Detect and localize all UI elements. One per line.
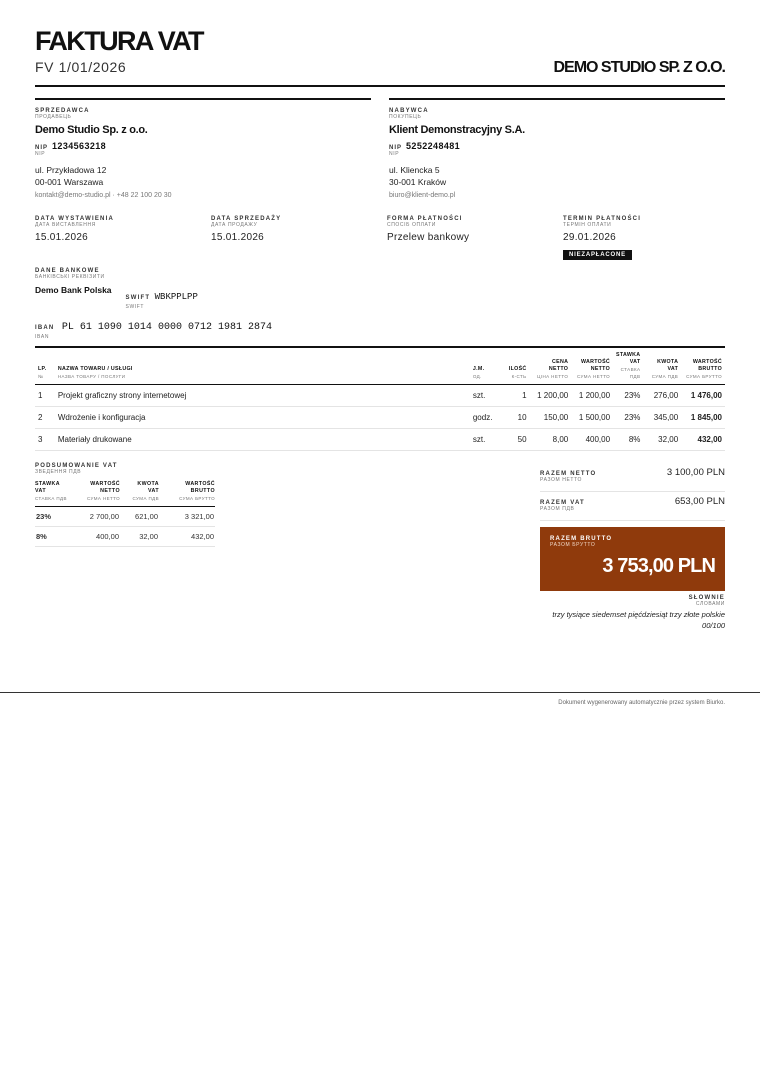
items-table-header — [35, 350, 725, 385]
seller-sublabel: ПРОДАВЕЦЬ — [35, 114, 72, 120]
total-net-value: 3 100,00 PLN — [666, 467, 725, 478]
vcell-rate: 8% — [35, 527, 75, 547]
seller-contact: kontakt@demo-studio.pl · +48 22 100 20 30 — [35, 192, 172, 199]
seller-divider — [35, 98, 371, 100]
vcell-gross: 432,00 — [159, 527, 215, 547]
due-date-label: TERMIN PŁATNOŚCI — [563, 216, 642, 222]
seller-nip: 1234563218 — [52, 141, 107, 151]
invoice-number: FV 1/01/2026 — [35, 59, 127, 75]
total-vat-label: RAZEM VAT — [540, 500, 585, 506]
vcell-gross: 3 321,00 — [159, 507, 215, 527]
seller-city: 00-001 Warszawa — [35, 177, 104, 187]
cell-net: 400,00 — [571, 429, 613, 451]
cell-unit: szt. — [470, 385, 500, 407]
table-row — [35, 429, 725, 451]
total-vat-sublabel: РАЗОМ ПДВ — [540, 506, 575, 512]
buyer-name: Klient Demonstracyjny S.A. — [389, 124, 525, 136]
vcol-net: WARTOŚĆ NETTO СУМА НЕТТО — [75, 481, 120, 507]
total-vat-value: 653,00 PLN — [674, 496, 725, 507]
iban-sublabel: IBAN — [35, 334, 50, 340]
words-label: SŁOWNIE — [688, 595, 725, 601]
swift-sublabel: SWIFT — [125, 304, 145, 310]
cell-vat: 345,00 — [643, 407, 681, 429]
col-rate: STAWKA VAT СТАВКА ПДВ — [613, 350, 643, 385]
buyer-nip: 5252248481 — [406, 141, 461, 151]
cell-rate: 8% — [613, 429, 643, 451]
col-gross: WARTOŚĆ BRUTTO СУМА БРУТТО — [681, 350, 725, 385]
vcell-net: 2 700,00 — [75, 507, 120, 527]
cell-gross: 432,00 — [681, 429, 725, 451]
table-row — [35, 385, 725, 407]
cell-lp: 1 — [35, 385, 55, 407]
totals-block — [540, 463, 725, 591]
due-date-block — [563, 216, 733, 261]
table-row — [35, 527, 215, 547]
footer-divider — [0, 692, 760, 693]
col-lp: LP. № — [35, 350, 55, 385]
vcol-rate: STAWKA VAT СТАВКА ПДВ — [35, 481, 75, 507]
words-sublabel: СЛОВАМИ — [695, 601, 725, 607]
payment-status-badge: NIEZAPŁACONE — [563, 250, 632, 260]
sale-date-label: DATA SPRZEDAŻY — [211, 216, 282, 222]
due-date-sublabel: ТЕРМІН ОПЛАТИ — [563, 222, 612, 228]
cell-price: 150,00 — [530, 407, 572, 429]
cell-qty: 50 — [500, 429, 530, 451]
footer-note: Dokument wygenerowany automatycznie przez system Biurko. — [558, 700, 725, 706]
payment-method-block — [387, 216, 557, 243]
cell-qty: 10 — [500, 407, 530, 429]
iban-key: IBAN — [35, 325, 55, 331]
items-table — [35, 350, 725, 451]
col-unit: J.M. ОД. — [470, 350, 500, 385]
payment-method-sublabel: СПОСІБ ОПЛАТИ — [387, 222, 436, 228]
buyer-contact: biuro@klient-demo.pl — [389, 192, 456, 199]
cell-net: 1 500,00 — [571, 407, 613, 429]
company-logo-text: DEMO STUDIO SP. Z O.O. — [553, 59, 725, 76]
invoice-title: FAKTURA VAT — [35, 26, 203, 56]
issue-date-label: DATA WYSTAWIENIA — [35, 216, 114, 222]
buyer-street: ul. Kliencka 5 — [389, 165, 440, 175]
seller-label: SPRZEDAWCA — [35, 108, 90, 114]
cell-name: Projekt graficzny strony internetowej — [55, 385, 470, 407]
vat-summary-sublabel: ЗВЕДЕННЯ ПДВ — [35, 469, 82, 475]
cell-lp: 2 — [35, 407, 55, 429]
total-net-sublabel: РАЗОМ НЕТТО — [540, 477, 583, 483]
cell-rate: 23% — [613, 407, 643, 429]
buyer-nip-key: NIP — [389, 145, 403, 151]
col-qty: ILOŚĆ К-СТЬ — [500, 350, 530, 385]
swift-key: SWIFT — [125, 295, 151, 301]
payment-method-value: Przelew bankowy — [387, 232, 470, 243]
col-vat: KWOTA VAT СУМА ПДВ — [643, 350, 681, 385]
amount-in-words — [540, 595, 725, 631]
vcell-rate: 23% — [35, 507, 75, 527]
cell-price: 8,00 — [530, 429, 572, 451]
vat-summary-label: PODSUMOWANIE VAT — [35, 463, 118, 469]
vat-summary-header — [35, 481, 215, 507]
cell-gross: 1 845,00 — [681, 407, 725, 429]
words-text: trzy tysiące siedemset pięćdziesiąt trzy złote polskie 00/100 — [552, 610, 725, 630]
table-row — [35, 407, 725, 429]
cell-qty: 1 — [500, 385, 530, 407]
cell-unit: szt. — [470, 429, 500, 451]
cell-lp: 3 — [35, 429, 55, 451]
issue-date-block — [35, 216, 205, 243]
col-name: NAZWA TOWARU / USŁUGI НАЗВА ТОВАРУ / ПОСЛУГИ — [55, 350, 470, 385]
header-divider — [35, 85, 725, 87]
seller-name: Demo Studio Sp. z o.o. — [35, 124, 148, 136]
iban-number: PL 61 1090 1014 0000 0712 1981 2874 — [61, 322, 272, 333]
cell-vat: 276,00 — [643, 385, 681, 407]
vcell-vat: 621,00 — [120, 507, 159, 527]
cell-price: 1 200,00 — [530, 385, 572, 407]
vcell-net: 400,00 — [75, 527, 120, 547]
table-row — [35, 507, 215, 527]
bank-label: DANE BANKOWE — [35, 268, 100, 274]
sale-date-value: 15.01.2026 — [211, 232, 265, 243]
buyer-block — [389, 98, 725, 199]
swift-code: WBKPPLPP — [154, 292, 198, 302]
cell-unit: godz. — [470, 407, 500, 429]
bank-sublabel: БАНКІВСЬКІ РЕКВІЗИТИ — [35, 274, 105, 280]
payment-method-label: FORMA PŁATNOŚCI — [387, 216, 463, 222]
seller-block — [35, 98, 371, 199]
total-net-row — [540, 463, 725, 492]
total-gross-box — [540, 527, 725, 591]
buyer-city: 30-001 Kraków — [389, 177, 447, 187]
cell-name: Wdrożenie i konfiguracja — [55, 407, 470, 429]
col-price: CENA NETTO ЦІНА НЕТТО — [530, 350, 572, 385]
total-vat-row — [540, 492, 725, 521]
bank-name: Demo Bank Polska — [35, 285, 112, 295]
seller-street: ul. Przykładowa 12 — [35, 165, 107, 175]
vat-summary-block — [35, 463, 215, 547]
issue-date-value: 15.01.2026 — [35, 232, 89, 243]
vat-summary-table — [35, 481, 215, 547]
vcell-vat: 32,00 — [120, 527, 159, 547]
buyer-divider — [389, 98, 725, 100]
issue-date-sublabel: ДАТА ВИСТАВЛЕННЯ — [35, 222, 96, 228]
due-date-value: 29.01.2026 — [563, 232, 617, 243]
buyer-sublabel: ПОКУПЕЦЬ — [389, 114, 422, 120]
vcol-gross: WARTOŚĆ BRUTTO СУМА БРУТТО — [159, 481, 215, 507]
bank-block — [35, 268, 272, 340]
items-table-divider — [35, 346, 725, 348]
col-net: WARTOŚĆ NETTO СУМА НЕТТО — [571, 350, 613, 385]
cell-name: Materiały drukowane — [55, 429, 470, 451]
cell-net: 1 200,00 — [571, 385, 613, 407]
seller-nip-sub: NIP — [35, 151, 46, 157]
seller-nip-key: NIP — [35, 145, 49, 151]
total-net-label: RAZEM NETTO — [540, 471, 597, 477]
cell-gross: 1 476,00 — [681, 385, 725, 407]
total-gross-sublabel: РАЗОМ БРУТТО — [550, 542, 596, 548]
cell-rate: 23% — [613, 385, 643, 407]
vcol-vat: KWOTA VAT СУМА ПДВ — [120, 481, 159, 507]
total-gross-label: RAZEM BRUTTO — [550, 536, 613, 542]
sale-date-sublabel: ДАТА ПРОДАЖУ — [211, 222, 258, 228]
cell-vat: 32,00 — [643, 429, 681, 451]
buyer-label: NABYWCA — [389, 108, 429, 114]
total-gross-value: 3 753,00 PLN — [602, 555, 715, 577]
buyer-nip-sub: NIP — [389, 151, 400, 157]
sale-date-block — [211, 216, 381, 243]
